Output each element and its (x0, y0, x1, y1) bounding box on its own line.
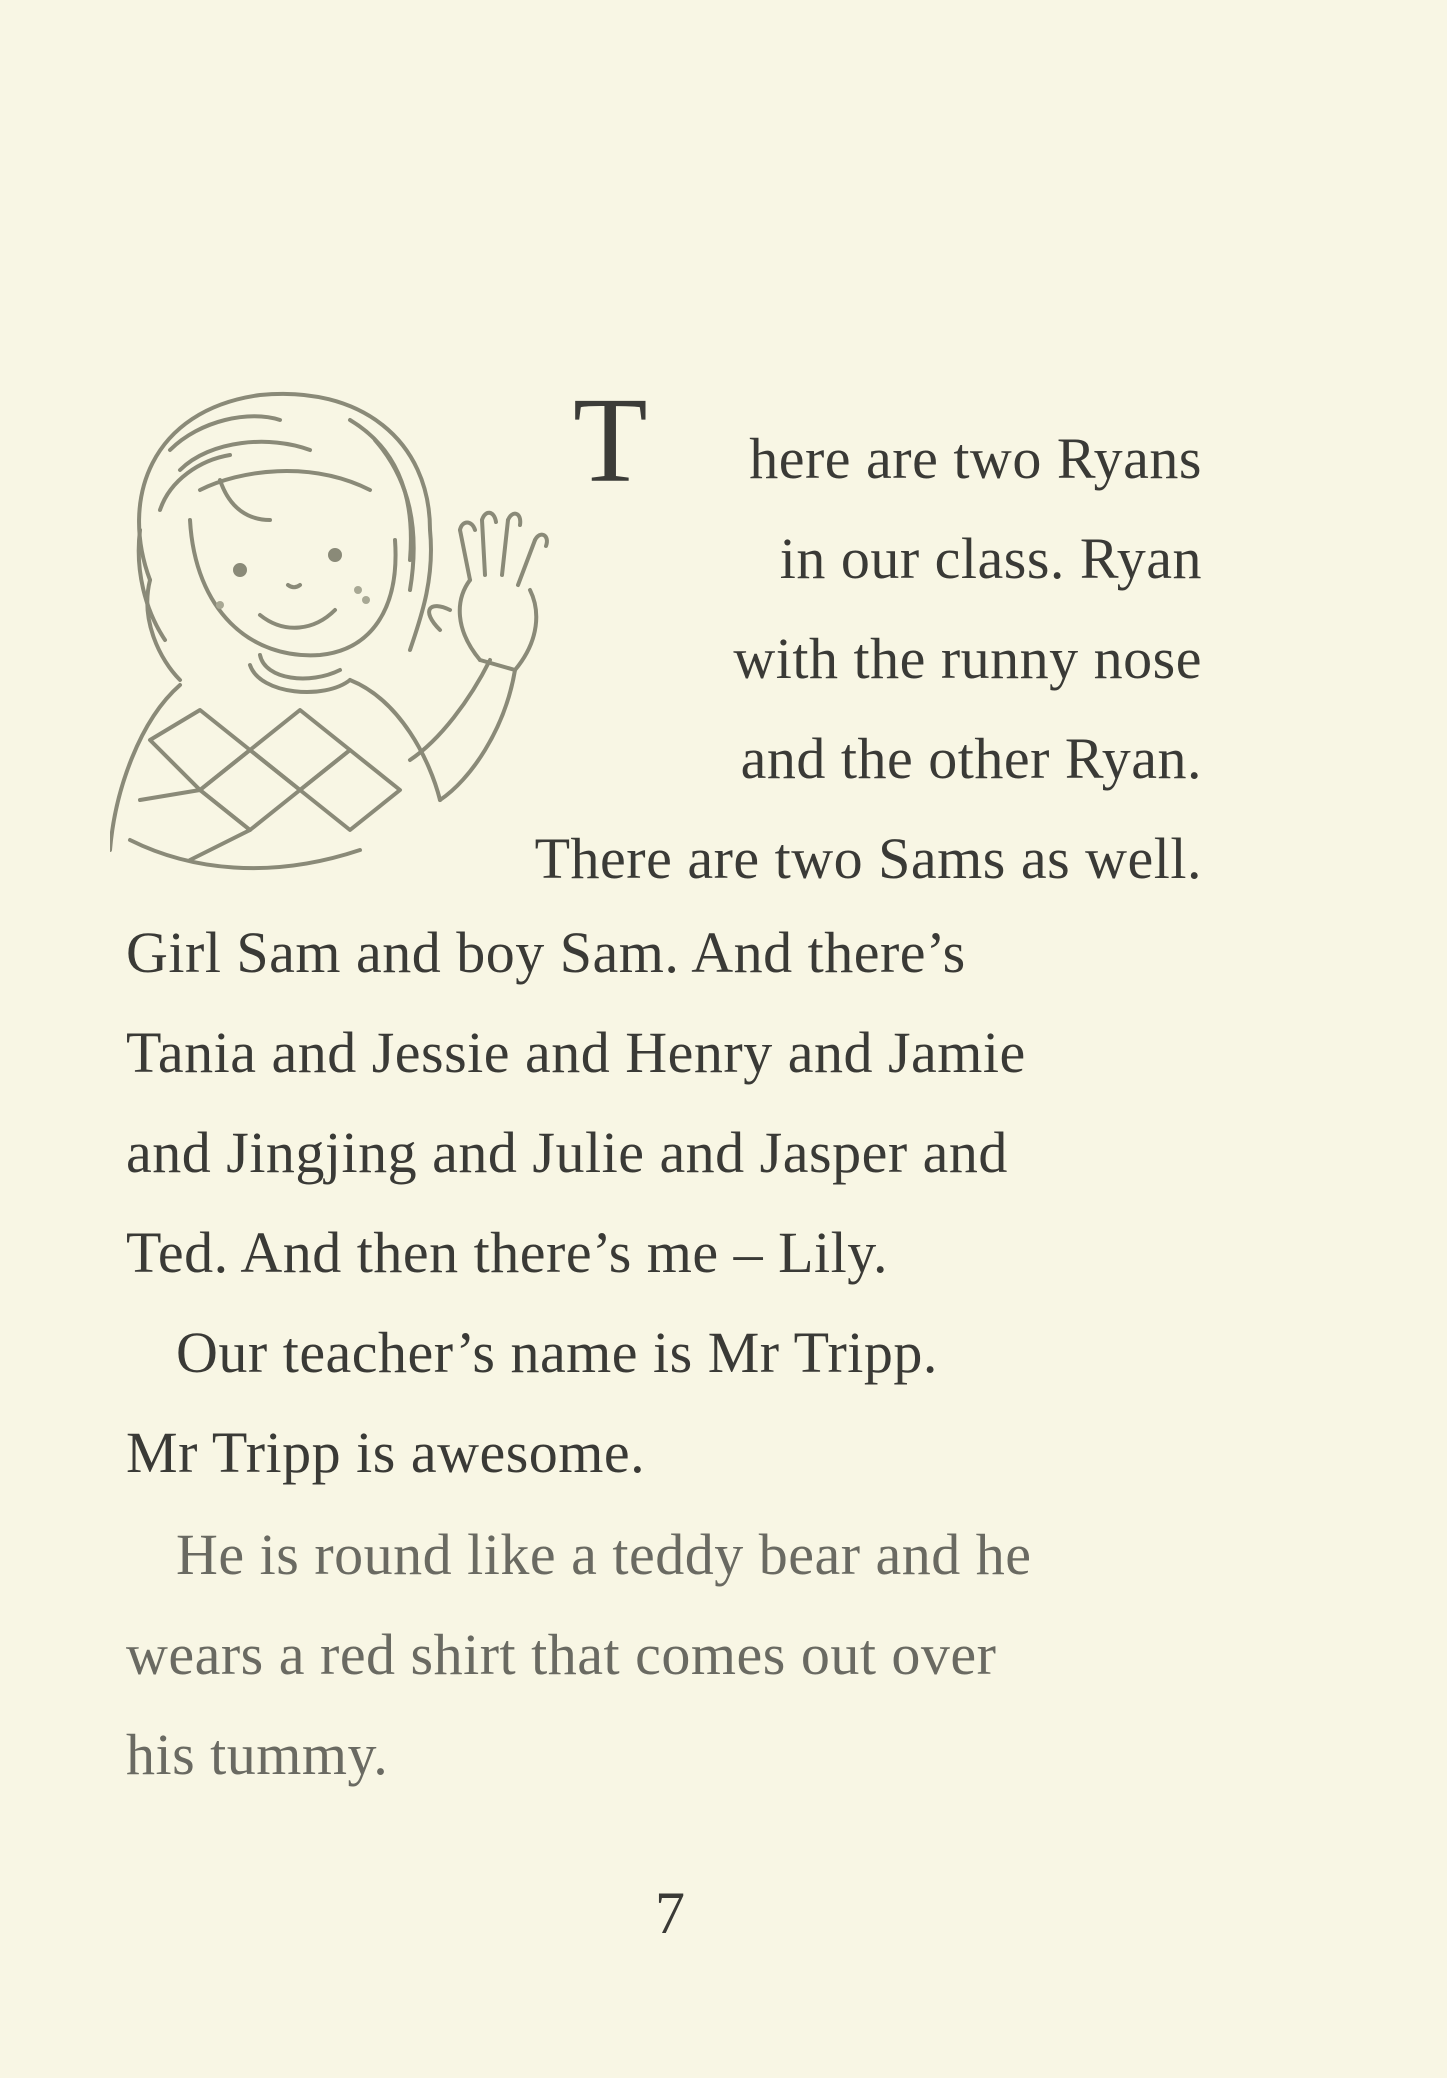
text-line: Mr Tripp is awesome. (126, 1420, 646, 1485)
text-line: He is round like a teddy bear and he (176, 1522, 1032, 1587)
page-number: 7 (655, 1880, 685, 1946)
text-line: his tummy. (126, 1722, 389, 1787)
text-line: with the runny nose (733, 626, 1202, 691)
girl-waving-illustration (110, 380, 630, 880)
drop-cap: T (573, 373, 648, 508)
text-line: Ted. And then there’s me – Lily. (126, 1220, 889, 1285)
text-line: and the other Ryan. (740, 726, 1202, 791)
text-line: Girl Sam and boy Sam. And there’s (126, 920, 966, 985)
text-line: wears a red shirt that comes out over (126, 1622, 997, 1687)
text-line: in our class. Ryan (779, 526, 1202, 591)
text-line: and Jingjing and Julie and Jasper and (126, 1120, 1008, 1185)
text-line: here are two Ryans (749, 426, 1202, 491)
text-line: Tania and Jessie and Henry and Jamie (126, 1020, 1026, 1085)
text-line: There are two Sams as well. (534, 826, 1202, 891)
text-line: Our teacher’s name is Mr Tripp. (176, 1320, 938, 1385)
